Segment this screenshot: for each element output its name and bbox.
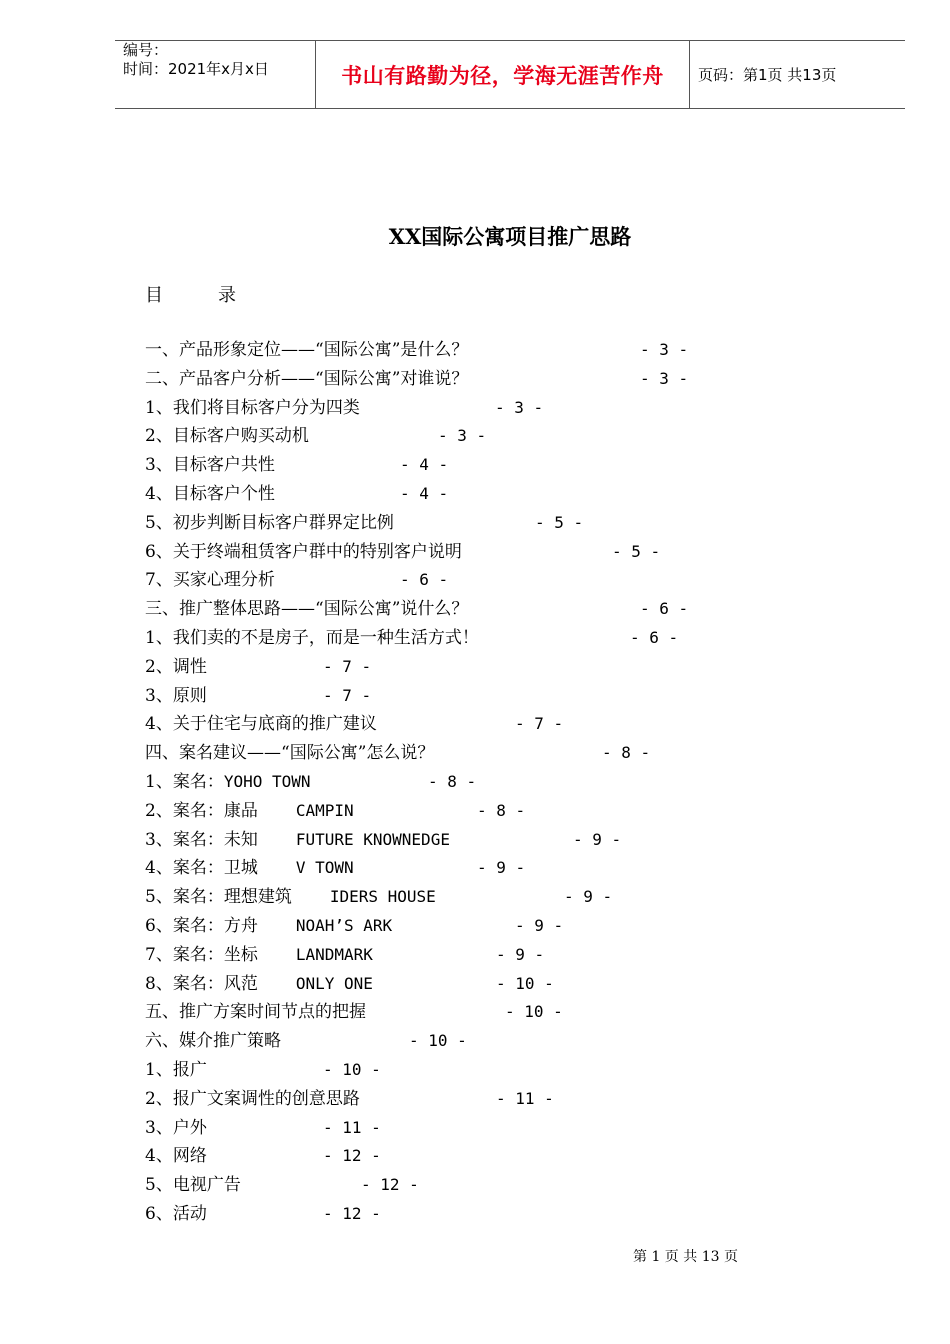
toc-entry-page: - 5 -	[612, 541, 661, 561]
toc-entry-page: - 11 -	[323, 1117, 381, 1137]
toc-entry-text: 一、产品形象定位——“国际公寓”是什么？	[145, 340, 469, 360]
toc-entry-page: - 10 -	[409, 1031, 467, 1051]
toc-entry-title	[145, 396, 360, 420]
toc-entry-text: 5、初步判断目标客户群界定比例	[145, 512, 394, 533]
toc-entry-page: - 7 -	[323, 656, 372, 676]
toc-entry[interactable]	[145, 943, 745, 972]
toc-entry-page: - 5 -	[535, 512, 584, 532]
toc-entry-title	[145, 482, 275, 506]
toc-entry-page: - 10 -	[323, 1059, 381, 1079]
toc-entry-title	[145, 1173, 241, 1197]
toc-entry[interactable]	[145, 597, 745, 626]
toc-entry[interactable]	[145, 424, 745, 453]
toc-entry[interactable]	[145, 1202, 745, 1231]
toc-entry-title	[145, 1202, 207, 1226]
toc-entry-page: - 3 -	[438, 426, 487, 446]
toc-entry[interactable]	[145, 856, 745, 885]
toc-entry-text: 四、案名建议——“国际公寓”怎么说？	[145, 743, 435, 764]
toc-entry-text: 5、电视广告	[145, 1175, 241, 1196]
toc-heading-char: 录	[218, 285, 236, 306]
toc-entry[interactable]	[145, 770, 745, 799]
toc-entry-text: 1、我们将目标客户分为四类	[145, 397, 360, 418]
toc-entry-text: 3、原则	[145, 685, 207, 706]
toc-entry[interactable]	[145, 914, 745, 943]
toc-entry[interactable]	[145, 396, 745, 425]
toc-entry-title	[145, 511, 394, 535]
toc-entry-page: - 12 -	[361, 1175, 419, 1195]
toc-entry-page: - 6 -	[640, 599, 689, 619]
toc-entry-page: - 4 -	[400, 455, 449, 475]
toc-entry-title	[145, 972, 373, 996]
toc-entry-title	[145, 1058, 207, 1082]
toc-heading-char: 目	[145, 285, 163, 306]
toc-entry-page: - 12 -	[323, 1203, 381, 1223]
toc-entry-title	[145, 540, 462, 564]
page-footer: 第 1 页 共 13 页	[633, 1249, 738, 1265]
header-meta	[123, 41, 315, 108]
toc-entry-page: - 8 -	[428, 771, 477, 791]
toc-entry-text: 二、产品客户分析——“国际公寓”对谁说？	[145, 368, 469, 389]
toc-entry[interactable]	[145, 1000, 745, 1029]
toc-entry-page: - 12 -	[323, 1146, 381, 1166]
toc-entry-page: - 3 -	[495, 397, 544, 417]
toc-entry-english-name: YOHO TOWN	[223, 771, 311, 791]
toc-entry-title	[145, 453, 275, 477]
toc-entry[interactable]	[145, 511, 745, 540]
toc-entry-text: 4、案名：卫城	[145, 858, 258, 879]
toc-entry[interactable]	[145, 482, 745, 511]
toc-entry-english-name: LANDMARK	[295, 944, 373, 964]
toc-entry-english-name: NOAH’S ARK	[295, 915, 393, 935]
toc-entry-text: 5、案名：理想建筑	[145, 887, 292, 908]
toc-entry[interactable]	[145, 1058, 745, 1087]
toc-entry-title	[145, 1029, 281, 1053]
toc-entry-title	[145, 338, 468, 362]
toc-entry-text: 7、买家心理分析	[145, 570, 275, 591]
toc-entry[interactable]	[145, 626, 745, 655]
toc-entry-page: - 9 -	[515, 915, 564, 935]
toc-entry-text: 7、案名：坐标	[145, 944, 258, 965]
toc-entry-title	[145, 1087, 360, 1111]
toc-entry-page: - 3 -	[640, 340, 689, 359]
toc-entry[interactable]	[145, 1116, 745, 1145]
toc-entry[interactable]	[145, 684, 745, 713]
toc-entry-page: - 9 -	[477, 858, 526, 878]
toc-entry-title	[145, 914, 392, 938]
toc-entry-text: 4、目标客户个性	[145, 483, 275, 504]
toc-entry-page: - 10 -	[496, 973, 554, 993]
toc-entry-text: 2、调性	[145, 656, 207, 677]
toc-entry-page: - 7 -	[515, 714, 564, 734]
header-motto: 书山有路勤为径，学海无涯苦作舟	[341, 63, 664, 88]
toc-entry-text: 2、案名：康品	[145, 800, 258, 821]
toc-entry-title	[145, 770, 311, 794]
toc-entry-title	[145, 856, 354, 880]
toc-entry[interactable]	[145, 367, 745, 396]
toc-entry[interactable]	[145, 741, 745, 770]
table-of-contents	[145, 338, 745, 1231]
toc-entry[interactable]	[145, 655, 745, 684]
toc-entry-text: 3、目标客户共性	[145, 455, 275, 476]
toc-entry-title	[145, 885, 436, 909]
toc-entry-title	[145, 1000, 366, 1024]
toc-entry-page: - 6 -	[630, 627, 679, 647]
number-label: 编号：	[123, 41, 169, 59]
toc-entry-english-name: FUTURE KNOWNEDGE	[295, 829, 450, 849]
toc-entry[interactable]	[145, 885, 745, 914]
toc-entry-text: 1、案名：	[145, 771, 224, 792]
toc-entry-page: - 3 -	[640, 368, 689, 388]
toc-entry[interactable]	[145, 568, 745, 597]
toc-entry-title	[145, 712, 377, 736]
toc-heading	[145, 281, 236, 307]
toc-entry[interactable]	[145, 1087, 745, 1116]
toc-entry[interactable]	[145, 453, 745, 482]
toc-entry-page: - 9 -	[564, 887, 613, 907]
toc-entry[interactable]	[145, 712, 745, 741]
toc-entry-title	[145, 367, 468, 391]
toc-entry-title	[145, 828, 450, 852]
document-title: XX国际公寓项目推广思路	[388, 224, 632, 249]
toc-entry-english-name: CAMPIN	[295, 800, 354, 820]
toc-entry-text: 8、案名：风范	[145, 973, 258, 994]
toc-entry[interactable]	[145, 1173, 745, 1202]
toc-entry-text: 3、案名：未知	[145, 829, 258, 850]
toc-entry-page: - 11 -	[496, 1088, 554, 1108]
toc-entry-text: 五、推广方案时间节点的把握	[145, 1002, 366, 1023]
document-header	[115, 40, 905, 109]
toc-entry-title	[145, 741, 434, 765]
toc-entry-title	[145, 568, 275, 592]
toc-entry-text: 2、目标客户购买动机	[145, 426, 309, 447]
toc-entry[interactable]	[145, 828, 745, 857]
toc-entry-title	[145, 597, 468, 621]
toc-entry-english-name: V TOWN	[295, 858, 354, 878]
toc-entry-text: 2、报广文案调性的创意思路	[145, 1088, 360, 1109]
toc-entry-title	[145, 655, 207, 679]
toc-entry-title	[145, 1144, 207, 1168]
toc-entry-text: 6、案名：方舟	[145, 915, 258, 936]
toc-entry-page: - 8 -	[602, 743, 651, 763]
toc-entry-page: - 7 -	[323, 685, 372, 705]
toc-entry-title	[145, 1116, 207, 1140]
toc-entry-page: - 10 -	[505, 1002, 563, 1022]
header-page-label: 页码：第1页 共13页	[698, 66, 837, 84]
time-label: 时间：2021年x月x日	[123, 60, 269, 78]
toc-entry-text: 1、报广	[145, 1059, 207, 1080]
toc-entry-text: 6、关于终端租赁客户群中的特别客户说明	[145, 541, 462, 562]
toc-entry[interactable]	[145, 799, 745, 828]
toc-entry-title	[145, 626, 479, 650]
toc-entry-page: - 8 -	[477, 800, 526, 820]
toc-entry-page: - 9 -	[573, 829, 622, 849]
toc-entry-text: 3、户外	[145, 1117, 207, 1138]
toc-entry-english-name: ONLY ONE	[295, 973, 373, 993]
toc-entry-title	[145, 943, 373, 967]
toc-entry-text: 1、我们卖的不是房子，而是一种生活方式！	[145, 627, 479, 648]
toc-entry-title	[145, 799, 354, 823]
toc-entry-title	[145, 684, 207, 708]
toc-entry[interactable]	[145, 972, 745, 1001]
toc-entry[interactable]	[145, 540, 745, 569]
toc-entry-title	[145, 424, 309, 448]
toc-entry-text: 4、关于住宅与底商的推广建议	[145, 714, 377, 735]
toc-entry-page: - 4 -	[400, 483, 449, 503]
header-divider	[689, 41, 690, 108]
toc-entry-page: - 6 -	[400, 570, 449, 590]
toc-entry[interactable]	[145, 1144, 745, 1173]
toc-entry-text: 6、活动	[145, 1203, 207, 1224]
toc-entry-text: 三、推广整体思路——“国际公寓”说什么？	[145, 599, 469, 620]
toc-entry-english-name: IDERS HOUSE	[329, 887, 436, 907]
toc-entry-text: 4、网络	[145, 1146, 207, 1167]
toc-entry[interactable]	[145, 1029, 745, 1058]
toc-entry-text: 六、媒介推广策略	[145, 1031, 281, 1052]
toc-entry[interactable]	[145, 338, 745, 367]
toc-entry-page: - 9 -	[496, 944, 545, 964]
